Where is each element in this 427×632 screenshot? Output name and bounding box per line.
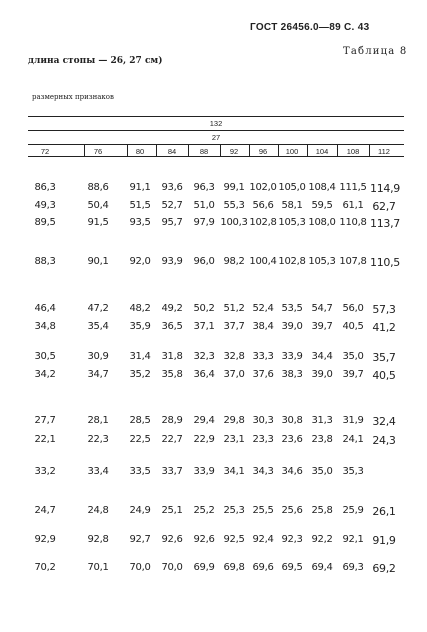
table-cell: 58,1: [281, 200, 303, 211]
table-cell: 47,2: [87, 303, 109, 314]
table-cell: 70,1: [87, 562, 109, 573]
table-cell: 30,8: [281, 415, 303, 426]
table-cell: 102,8: [278, 256, 306, 267]
column-divider: [337, 145, 338, 156]
table-cell: 105,3: [308, 256, 336, 267]
table-cell: 33,3: [252, 351, 274, 362]
column-divider: [249, 145, 250, 156]
table-cell: 69,5: [281, 562, 303, 573]
table-cell: 24,7: [34, 505, 56, 516]
rule-top: [28, 116, 404, 117]
table-cell: 96,0: [193, 256, 215, 267]
table-cell: 23,3: [252, 434, 274, 445]
table-cell: 51,5: [129, 200, 151, 211]
column-header: 88: [199, 147, 209, 156]
table-cell: 25,3: [223, 505, 245, 516]
page-header: ГОСТ 26456.0—89 С. 43: [250, 22, 370, 33]
table-cell: 69,9: [193, 562, 215, 573]
table-cell: 33,9: [281, 351, 303, 362]
table-cell: 35,8: [161, 369, 183, 380]
table-cell: 37,1: [193, 321, 215, 332]
table-cell: 51,2: [223, 303, 245, 314]
table-cell: 31,9: [342, 415, 364, 426]
table-cell: 22,5: [129, 434, 151, 445]
table-cell: 105,0: [278, 182, 306, 193]
table-cell: 23,6: [281, 434, 303, 445]
table-cell: 50,2: [193, 303, 215, 314]
table-cell: 92,7: [129, 534, 151, 545]
column-divider: [127, 145, 128, 156]
table-cell: 56,6: [252, 200, 274, 211]
table-cell: 91,5: [87, 217, 109, 228]
table-cell: 92,6: [161, 534, 183, 545]
table-cell: 69,2: [372, 562, 396, 575]
table-cell: 34,2: [34, 369, 56, 380]
table-cell: 107,8: [339, 256, 367, 267]
table-cell: 70,0: [161, 562, 183, 573]
table-cell: 29,8: [223, 415, 245, 426]
table-cell: 59,5: [311, 200, 333, 211]
table-cell: 113,7: [370, 217, 400, 230]
column-header: 100: [285, 147, 299, 156]
table-cell: 34,6: [281, 466, 303, 477]
table-cell: 108,0: [308, 217, 336, 228]
column-header: 96: [258, 147, 268, 156]
table-cell: 54,7: [311, 303, 333, 314]
table-cell: 35,0: [311, 466, 333, 477]
table-cell: 38,4: [252, 321, 274, 332]
table-cell: 56,0: [342, 303, 364, 314]
table-cell: 46,4: [34, 303, 56, 314]
table-cell: 24,8: [87, 505, 109, 516]
table-cell: 91,9: [372, 534, 396, 547]
column-header: 112: [378, 147, 390, 156]
table-cell: 57,3: [372, 303, 396, 316]
table-cell: 97,9: [193, 217, 215, 228]
table-cell: 92,8: [87, 534, 109, 545]
table-cell: 35,7: [372, 351, 396, 364]
table-cell: 25,2: [193, 505, 215, 516]
table-cell: 39,0: [281, 321, 303, 332]
table-cell: 92,2: [311, 534, 333, 545]
table-cell: 52,7: [161, 200, 183, 211]
table-cell: 89,5: [34, 217, 56, 228]
table-cell: 49,3: [34, 200, 56, 211]
table-cell: 31,3: [311, 415, 333, 426]
table-cell: 25,5: [252, 505, 274, 516]
table-cell: 69,6: [252, 562, 274, 573]
table-cell: 90,1: [87, 256, 109, 267]
table-cell: 100,4: [249, 256, 277, 267]
table-cell: 25,1: [161, 505, 183, 516]
table-cell: 35,0: [342, 351, 364, 362]
table-cell: 28,9: [161, 415, 183, 426]
column-header: 92: [229, 147, 239, 156]
table-cell: 35,2: [129, 369, 151, 380]
table-cell: 32,8: [223, 351, 245, 362]
table-cell: 37,7: [223, 321, 245, 332]
table-cell: 105,3: [278, 217, 306, 228]
table-cell: 23,8: [311, 434, 333, 445]
table-cell: 28,1: [87, 415, 109, 426]
table-subtitle: длина стопы — 26, 27 см): [28, 56, 163, 66]
table-cell: 22,3: [87, 434, 109, 445]
table-cell: 70,0: [129, 562, 151, 573]
column-header: 104: [315, 147, 329, 156]
column-divider: [84, 145, 85, 156]
table-cell: 32,3: [193, 351, 215, 362]
table-cell: 93,6: [161, 182, 183, 193]
rule-group: [28, 130, 404, 131]
table-cell: 37,0: [223, 369, 245, 380]
table-cell: 69,4: [311, 562, 333, 573]
table-cell: 26,1: [372, 505, 396, 518]
table-cell: 37,6: [252, 369, 274, 380]
table-cell: 92,5: [223, 534, 245, 545]
table-cell: 30,3: [252, 415, 274, 426]
group-header: 132: [209, 119, 223, 128]
table-cell: 62,7: [372, 200, 396, 213]
table-cell: 93,9: [161, 256, 183, 267]
table-cell: 92,4: [252, 534, 274, 545]
table-cell: 55,3: [223, 200, 245, 211]
table-cell: 22,7: [161, 434, 183, 445]
table-cell: 31,4: [129, 351, 151, 362]
table-cell: 92,9: [34, 534, 56, 545]
table-cell: 41,2: [372, 321, 396, 334]
table-cell: 102,8: [249, 217, 277, 228]
table-cell: 86,3: [34, 182, 56, 193]
table-cell: 100,3: [220, 217, 248, 228]
table-cell: 50,4: [87, 200, 109, 211]
table-cell: 93,5: [129, 217, 151, 228]
table-cell: 33,2: [34, 466, 56, 477]
table-cell: 24,3: [372, 434, 396, 447]
table-cell: 92,0: [129, 256, 151, 267]
table-cell: 36,5: [161, 321, 183, 332]
table-cell: 88,6: [87, 182, 109, 193]
column-header: 72: [40, 147, 50, 156]
column-header: 84: [167, 147, 177, 156]
rule-columns: [28, 156, 404, 157]
table-cell: 48,2: [129, 303, 151, 314]
table-cell: 33,5: [129, 466, 151, 477]
table-cell: 114,9: [370, 182, 400, 195]
column-divider: [278, 145, 279, 156]
table-cell: 24,9: [129, 505, 151, 516]
table-cell: 30,9: [87, 351, 109, 362]
table-cell: 39,7: [342, 369, 364, 380]
column-divider: [369, 145, 370, 156]
table-cell: 34,7: [87, 369, 109, 380]
table-cell: 38,3: [281, 369, 303, 380]
table-cell: 33,7: [161, 466, 183, 477]
table-cell: 49,2: [161, 303, 183, 314]
column-divider: [188, 145, 189, 156]
table-cell: 110,8: [339, 217, 367, 228]
table-cell: 36,4: [193, 369, 215, 380]
section-label: размерных признаков: [32, 93, 114, 101]
table-cell: 70,2: [34, 562, 56, 573]
column-header: 76: [93, 147, 103, 156]
table-cell: 69,8: [223, 562, 245, 573]
table-cell: 25,9: [342, 505, 364, 516]
table-cell: 111,5: [339, 182, 367, 193]
table-label: Таблица 8: [343, 46, 408, 57]
column-header: 80: [135, 147, 145, 156]
column-divider: [156, 145, 157, 156]
table-cell: 24,1: [342, 434, 364, 445]
table-cell: 35,9: [129, 321, 151, 332]
table-cell: 25,6: [281, 505, 303, 516]
table-cell: 35,4: [87, 321, 109, 332]
table-cell: 34,4: [311, 351, 333, 362]
table-cell: 27,7: [34, 415, 56, 426]
table-cell: 25,8: [311, 505, 333, 516]
table-cell: 35,3: [342, 466, 364, 477]
table-cell: 22,9: [193, 434, 215, 445]
column-header: 108: [346, 147, 360, 156]
table-cell: 34,3: [252, 466, 274, 477]
table-cell: 53,5: [281, 303, 303, 314]
table-cell: 22,1: [34, 434, 56, 445]
table-cell: 28,5: [129, 415, 151, 426]
table-cell: 69,3: [342, 562, 364, 573]
table-cell: 29,4: [193, 415, 215, 426]
table-cell: 98,2: [223, 256, 245, 267]
table-cell: 39,7: [311, 321, 333, 332]
table-cell: 108,4: [308, 182, 336, 193]
table-cell: 99,1: [223, 182, 245, 193]
table-cell: 51,0: [193, 200, 215, 211]
table-cell: 92,1: [342, 534, 364, 545]
table-cell: 92,3: [281, 534, 303, 545]
table-cell: 40,5: [372, 369, 396, 382]
table-cell: 102,0: [249, 182, 277, 193]
column-divider: [307, 145, 308, 156]
table-cell: 61,1: [342, 200, 364, 211]
table-cell: 32,4: [372, 415, 396, 428]
table-cell: 52,4: [252, 303, 274, 314]
table-cell: 91,1: [129, 182, 151, 193]
table-cell: 33,9: [193, 466, 215, 477]
table-cell: 34,8: [34, 321, 56, 332]
table-cell: 96,3: [193, 182, 215, 193]
table-cell: 95,7: [161, 217, 183, 228]
table-cell: 92,6: [193, 534, 215, 545]
table-cell: 110,5: [370, 256, 400, 269]
subgroup-header: 27: [211, 133, 221, 142]
table-cell: 88,3: [34, 256, 56, 267]
table-cell: 23,1: [223, 434, 245, 445]
table-cell: 40,5: [342, 321, 364, 332]
column-divider: [220, 145, 221, 156]
table-cell: 39,0: [311, 369, 333, 380]
table-cell: 31,8: [161, 351, 183, 362]
table-cell: 33,4: [87, 466, 109, 477]
table-cell: 30,5: [34, 351, 56, 362]
table-cell: 34,1: [223, 466, 245, 477]
